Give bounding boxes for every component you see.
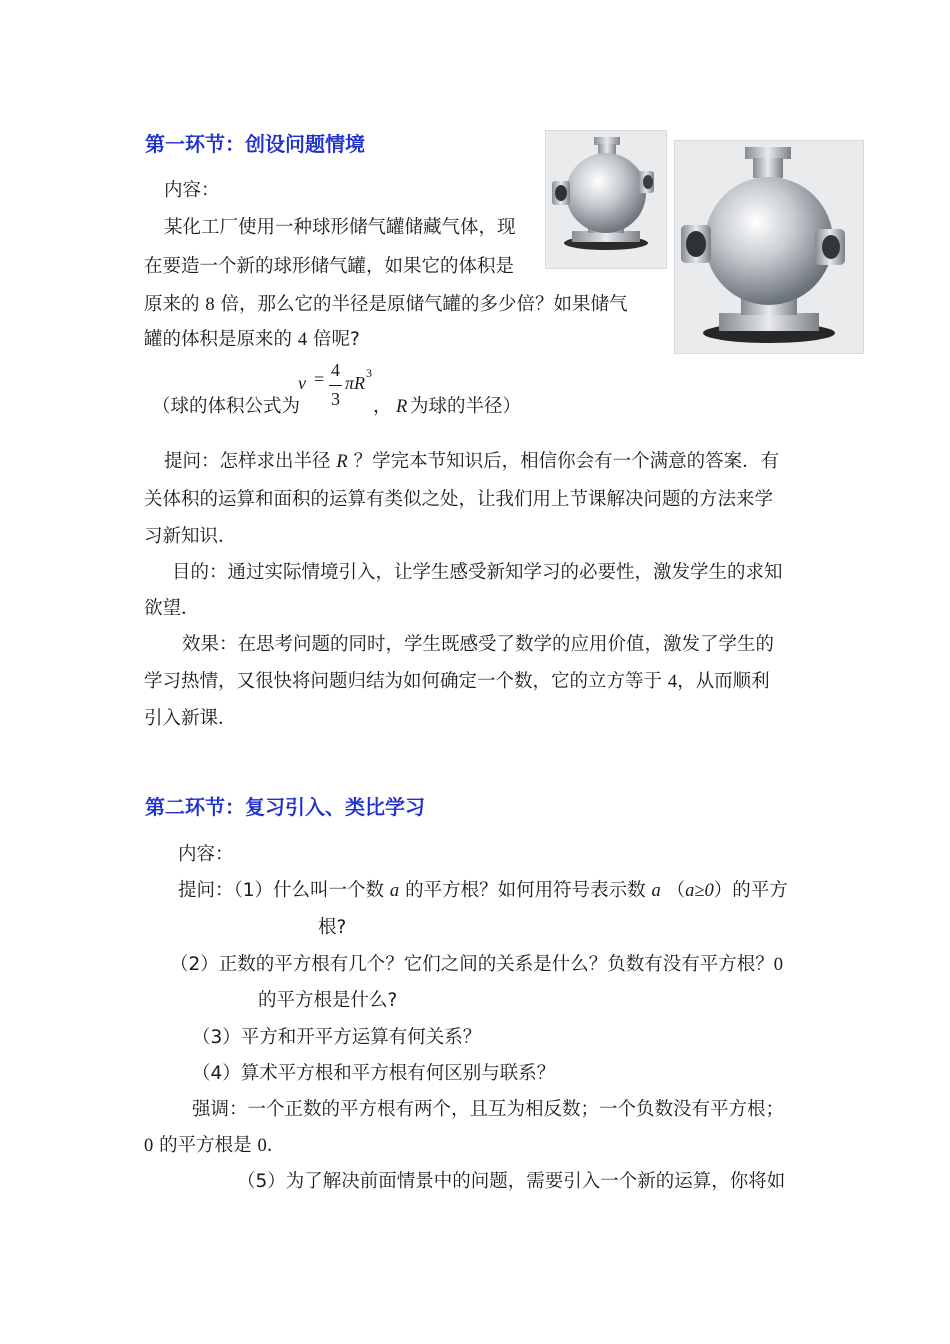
effect-line-1: 效果：在思考问题的同时，学生既感受了数学的应用价值，激发了学生的	[182, 634, 775, 655]
review-question-3: （3）平方和开平方运算有何关系？	[192, 1027, 482, 1048]
content-label-1: 内容：	[164, 180, 220, 201]
formula-prefix: （球的体积公式为	[152, 396, 301, 417]
purpose-line-2: 欲望．	[144, 598, 200, 619]
purpose-line-1: 目的：通过实际情境引入，让学生感受新知学习的必要性，激发学生的求知	[172, 562, 783, 583]
formula-pi-r: πR	[345, 373, 366, 393]
problem-line-1: 某化工厂使用一种球形储气罐储藏气体，现	[164, 217, 516, 238]
effect-line-3: 引入新课．	[144, 708, 237, 729]
section1-heading: 第一环节：创设问题情境	[145, 132, 365, 156]
review-question-1-cont: 根?	[318, 917, 347, 938]
tank-photo-large	[674, 140, 864, 354]
review-question-2-cont: 的平方根是什么?	[258, 990, 398, 1011]
formula-numerator: 4	[331, 360, 340, 380]
formula-v: v	[298, 373, 306, 393]
formula-equals: =	[314, 369, 325, 389]
section2-heading: 第二环节：复习引入、类比学习	[145, 795, 425, 819]
formula-exponent: 3	[366, 366, 372, 380]
effect-line-2: 学习热情，又很快将问题归结为如何确定一个数，它的立方等于 4，从而顺利	[144, 671, 770, 692]
fraction-bar	[329, 385, 342, 386]
formula-suffix: 为球的半径）	[410, 396, 522, 417]
emphasis-line-2: 0 的平方根是 0．	[144, 1135, 286, 1156]
review-question-2: （2）正数的平方根有几个？它们之间的关系是什么？负数有没有平方根？0	[170, 954, 784, 975]
emphasis-line-1: 强调：一个正数的平方根有两个，且互为相反数；一个负数没有平方根；	[192, 1099, 785, 1120]
review-question-5: （5）为了解决前面情景中的问题，需要引入一个新的运算，你将如	[237, 1171, 786, 1192]
content-label-2: 内容：	[178, 844, 234, 865]
problem-line-4: 罐的体积是原来的 4 倍呢?	[144, 329, 360, 350]
problem-line-3: 原来的 8 倍，那么它的半径是原储气罐的多少倍？如果储气	[144, 294, 628, 315]
tank-photo-small	[545, 130, 667, 269]
review-question-4: （4）算术平方根和平方根有何区别与联系？	[192, 1063, 556, 1084]
question-line-2: 关体积的运算和面积的运算有类似之处，让我们用上节课解决问题的方法来学	[144, 489, 774, 510]
formula-r-var: R	[396, 397, 408, 417]
problem-line-2: 在要造一个新的球形储气罐，如果它的体积是	[144, 256, 515, 277]
formula-denominator: 3	[331, 389, 340, 409]
formula-comma: ，	[373, 396, 392, 417]
question-line-3: 习新知识．	[144, 526, 237, 547]
review-question-1: 提问：（1）什么叫一个数 a 的平方根？如何用符号表示数 a （a≥0）的平方	[178, 880, 788, 901]
question-line-1: 提问：怎样求出半径 R ？学完本节知识后，相信你会有一个满意的答案．有	[164, 451, 780, 472]
